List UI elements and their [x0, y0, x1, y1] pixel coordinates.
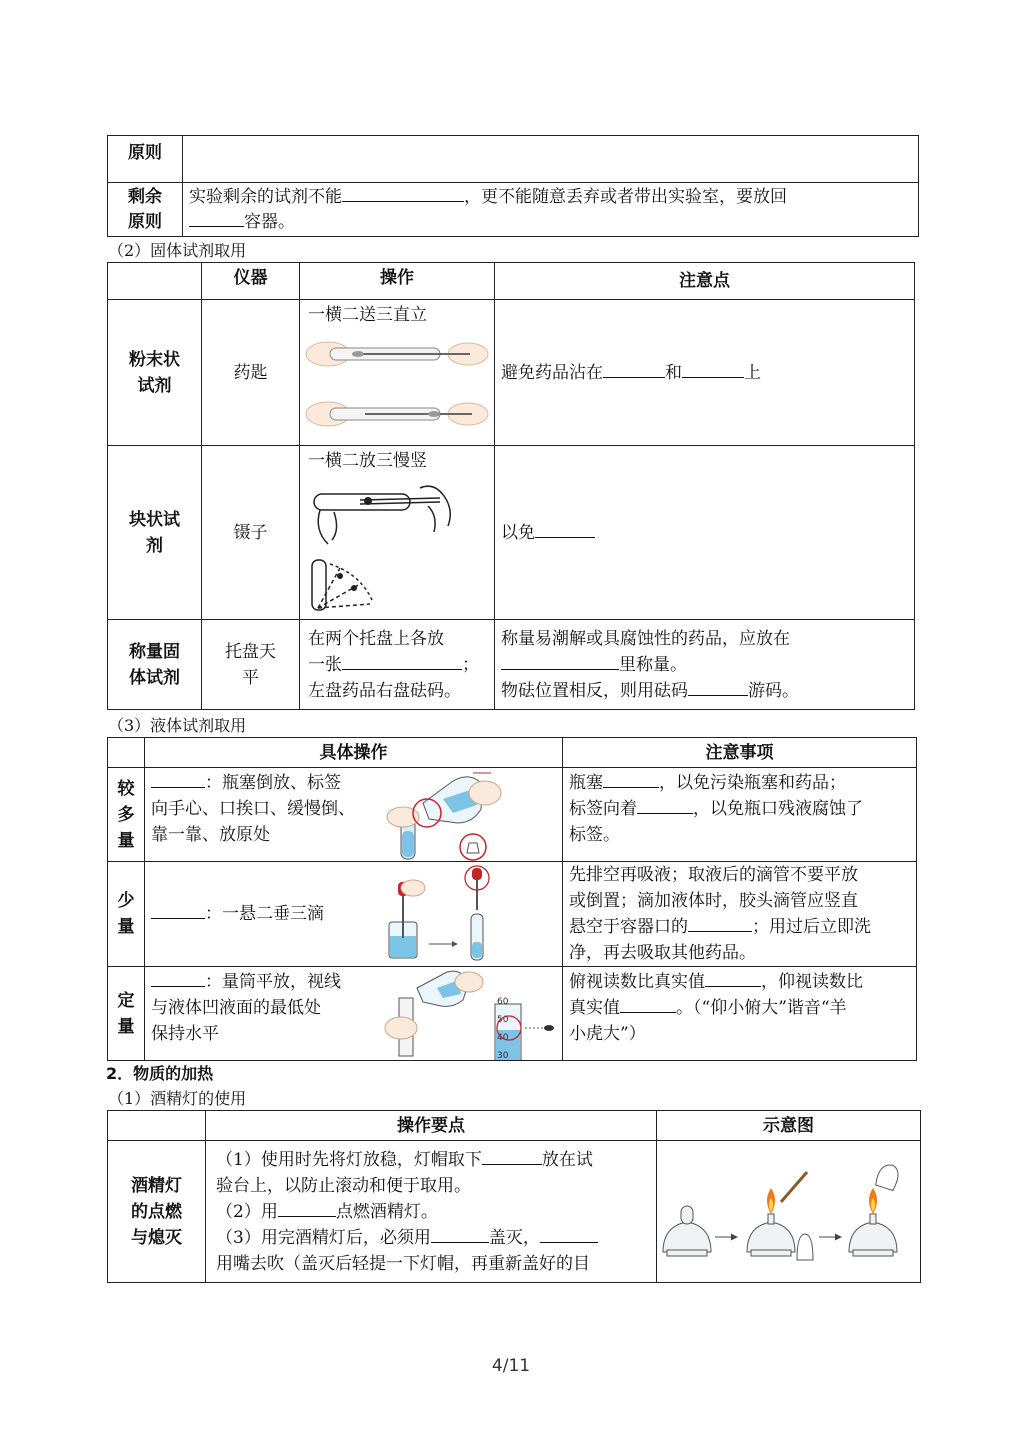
fixed-amount-notes: 俯视读数比真实值 ，仰视读数比 真实值 。（“仰小俯大”谐音“羊 小虎大”） [563, 967, 917, 1061]
cylinder-illustration-cell [373, 967, 563, 1061]
powder-notes: 避免药品沾在 和 上 [495, 300, 915, 446]
lamp-diagram-cell [657, 1141, 921, 1283]
page-number: 4/11 [491, 1356, 531, 1376]
spoon-illustration [300, 330, 490, 442]
scale-label-40: 40 [496, 1032, 508, 1043]
lump-notes: 以免 [495, 446, 915, 620]
fixed-amount-operation: ：量筒平放，视线 与液体凹液面的最低处 保持水平 [145, 967, 373, 1061]
scale-label-60: 60 [496, 996, 508, 1007]
blank-field [151, 970, 205, 987]
lump-operation [300, 446, 495, 620]
blank-field [342, 185, 464, 202]
dropper-illustration-cell [373, 862, 563, 967]
lamp-key-points: （1）使用时先将灯放稳，灯帽取下 放在试 验台上，以防止滚动和便于取用。 （2）用 点燃酒精灯。 （3）用完酒精灯后，必须用 盖灭， 用嘴去吹（盖灭后轻提一下灯帽，再重新盖好的目 [206, 1141, 657, 1283]
header-instrument: 仪器 [202, 263, 300, 300]
weigh-label: 称量固 体试剂 [108, 620, 202, 710]
powder-operation [300, 300, 495, 446]
header-diagram: 示意图 [657, 1111, 921, 1141]
blank-field [603, 771, 659, 788]
large-amount-operation: ：瓶塞倒放、标签 向手心、口挨口、缓慢倒、 靠一靠、放原处 [145, 768, 373, 862]
blank-field [151, 902, 205, 919]
scale-label-30: 30 [496, 1050, 508, 1060]
principle-label: 原则 [108, 136, 183, 183]
blank-field [278, 1200, 336, 1217]
blank-field [682, 361, 744, 378]
blank-field [189, 210, 244, 227]
section-title-heating: 2．物质的加热 [106, 1064, 214, 1083]
blank-field [535, 521, 595, 538]
small-amount-label: 少 量 [108, 862, 145, 967]
weigh-operation: 在两个托盘上各放 一张 ； 左盘药品右盘砝码。 [300, 620, 495, 710]
powder-operation-title: 一横二送三直立 [308, 305, 427, 325]
blank-field [637, 797, 693, 814]
large-amount-notes: 瓶塞 ，以免污染瓶塞和药品； 标签向着 ，以免瓶口残液腐蚀了 标签。 [563, 768, 917, 862]
leftover-principle-text: 实验剩余的试剂不能 ，更不能随意丢弃或者带出实验室，要放回 容器。 [183, 183, 919, 237]
blank-field [482, 1148, 542, 1165]
lamp-row-label: 酒精灯 的点燃 与熄灭 [108, 1141, 206, 1283]
heating-caption: （1）酒精灯的使用 [108, 1089, 247, 1108]
blank-field [688, 679, 748, 696]
solid-reagent-table [107, 262, 915, 710]
pouring-illustration [373, 769, 563, 861]
header-operation: 具体操作 [145, 738, 563, 768]
blank-field [540, 1226, 598, 1243]
cylinder-illustration [373, 968, 563, 1060]
header-empty [108, 263, 202, 300]
blank-field [688, 915, 752, 932]
alcohol-lamp-diagram [657, 1142, 919, 1282]
blank-field [342, 653, 462, 670]
principle-content [183, 136, 919, 183]
header-empty [108, 1111, 206, 1141]
solid-caption: （2）固体试剂取用 [108, 241, 247, 260]
lump-label: 块状试 剂 [108, 446, 202, 620]
pouring-illustration-cell [373, 768, 563, 862]
blank-field [151, 771, 205, 788]
liquid-caption: （3）液体试剂取用 [108, 716, 247, 735]
large-amount-label: 较 多 量 [108, 768, 145, 862]
dropper-illustration [373, 864, 563, 964]
blank-field [620, 996, 676, 1013]
weigh-instrument: 托盘天 平 [202, 620, 300, 710]
small-amount-notes: 先排空再吸液；取液后的滴管不要平放 或倒置；滴加液体时，胶头滴管应竖直 悬空于容器口的 ；用过后立即洗 净，再去吸取其他药品。 [563, 862, 917, 967]
lump-operation-title: 一横二放三慢竖 [308, 451, 427, 471]
header-key-points: 操作要点 [206, 1111, 657, 1141]
blank-field [705, 970, 761, 987]
alcohol-lamp-table [107, 1110, 921, 1283]
blank-field [603, 361, 665, 378]
fixed-amount-label: 定 量 [108, 967, 145, 1061]
small-amount-operation: ：一悬二垂三滴 [145, 862, 373, 967]
blank-field [501, 653, 619, 670]
leftover-principle-label: 剩余 原则 [108, 183, 183, 237]
scale-label-50: 50 [496, 1014, 508, 1025]
tweezers-illustration [300, 476, 490, 618]
header-empty [108, 738, 145, 768]
header-operation: 操作 [300, 263, 495, 300]
blank-field [431, 1226, 489, 1243]
principles-table [107, 135, 919, 237]
lump-instrument: 镊子 [202, 446, 300, 620]
powder-instrument: 药匙 [202, 300, 300, 446]
powder-label: 粉末状 试剂 [108, 300, 202, 446]
liquid-reagent-table [107, 737, 917, 1061]
header-notes: 注意点 [495, 263, 915, 300]
header-notes: 注意事项 [563, 738, 917, 768]
weigh-notes: 称量易潮解或具腐蚀性的药品，应放在 里称量。 物砝位置相反，则用砝码 游码。 [495, 620, 915, 710]
